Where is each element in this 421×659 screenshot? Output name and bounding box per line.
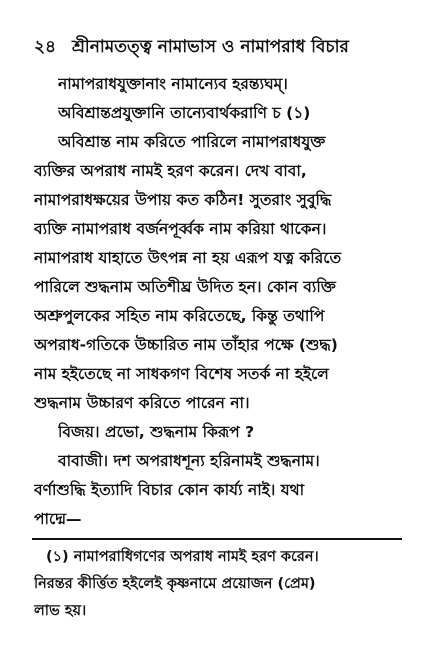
paragraph-line: পারিলে শুদ্ধনাম অতিশীঘ্র উদিত হন। কোন ব্যক্তি [34, 278, 336, 296]
footnote-line: নিরন্তর কীর্ত্তিত হইলেই কৃষ্ণনামে প্রয়োজন (প্রেম) [34, 576, 316, 592]
paragraph-line: শুদ্ধনাম উচ্চারণ করিতে পারেন না। [34, 394, 250, 412]
paragraph-line: ব্যক্তি নামাপরাধ বর্জনপূর্ব্বক নাম করিয়া থাকেন। [34, 220, 327, 238]
paragraph-line: অশ্রুপুলকের সহিত নাম করিতেছে, কিন্তু তথাপি [34, 307, 325, 325]
running-title: শ্রীনামতত্ত্ব নামাভাস ও নামাপরাধ বিচার [72, 37, 349, 57]
verse-line-2: অবিশ্রান্তপ্রযুক্তানি তান্যেবার্থকরাণি চ (১) [58, 104, 311, 122]
paragraph-line: নামাপরাধক্ষয়ের উপায় কত কঠিন! সুতরাং সুবুদ্ধি [34, 191, 332, 209]
paragraph-line: ব্যক্তির অপরাধ নামই হরণ করেন। দেখ বাবা, [34, 162, 307, 180]
paragraph-line: বর্ণাশুদ্ধি ইত্যাদি বিচার কোন কার্য্য নাই। যথা [34, 481, 305, 499]
paragraph-line: নামাপরাধ যাহাতে উৎপন্ন না হয় এরূপ যত্ন করিতে [34, 249, 342, 267]
paragraph-line: পাদ্মে— [34, 510, 82, 528]
paragraph-line: অপরাধ-গতিকে উচ্চারিত নাম তাঁহার পক্ষে (শুদ্ধ) [34, 336, 338, 354]
verse-line-1: নামাপরাধযুক্তানাং নামান্যেব হরন্ত্যঘম্। [58, 75, 288, 93]
footnote-line: লাভ হয়। [34, 603, 87, 619]
paragraph-line: অবিশ্রান্ত নাম করিতে পারিলে নামাপরাধযুক্ত [58, 133, 326, 151]
running-header [34, 34, 404, 58]
footnote-line: (১) নামাপরাধিগণের অপরাধ নামই হরণ করেন। [46, 549, 319, 565]
dialogue-line-babaji: বাবাজী। দশ অপরাধশূন্য হরিনামই শুদ্ধনাম। [58, 452, 320, 470]
footnote-divider [32, 538, 402, 540]
dialogue-line-vijay: বিজয়। প্রভো, শুদ্ধনাম কিরূপ ? [58, 423, 255, 441]
page-number: ২৪ [34, 37, 57, 57]
paragraph-line: নাম হইতেছে না সাধকগণ বিশেষ সতর্ক না হইলে [34, 365, 329, 383]
